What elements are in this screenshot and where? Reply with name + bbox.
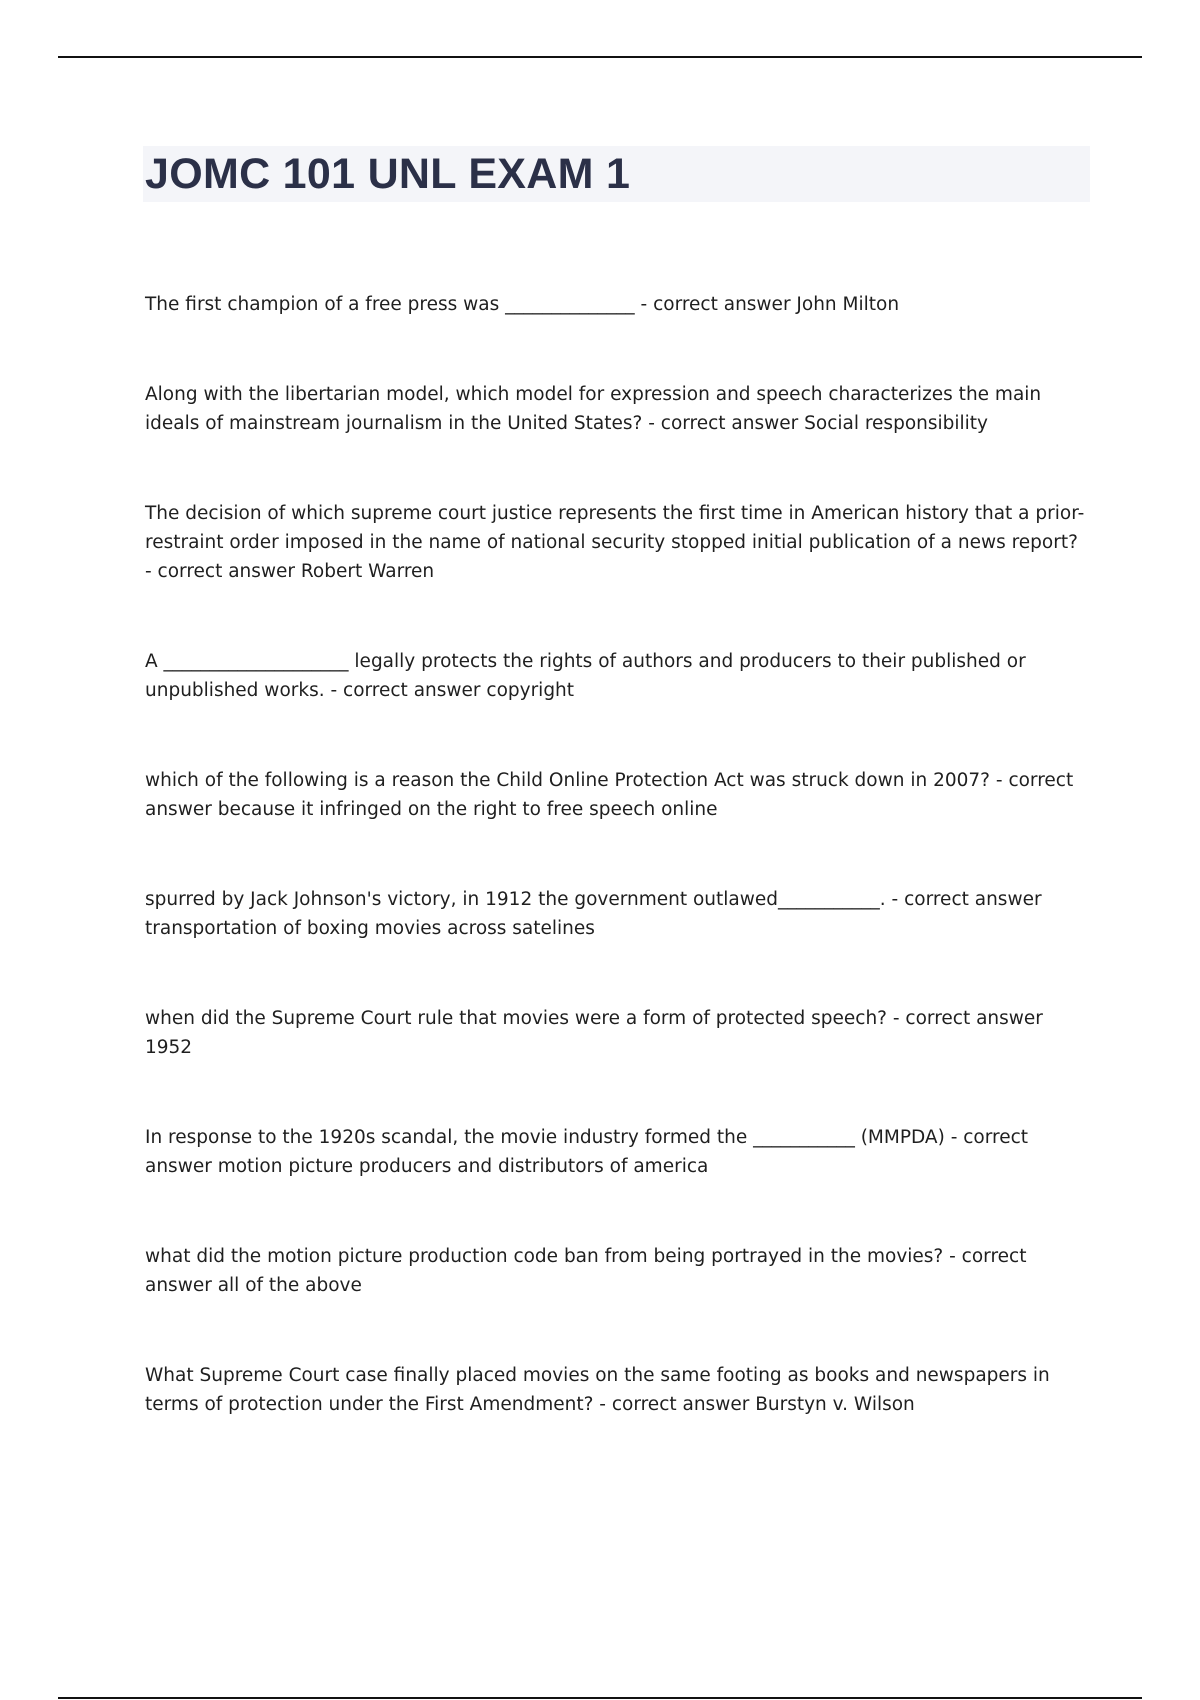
- page-top-rule: [58, 56, 1142, 58]
- qa-item-1: The first champion of a free press was ______________ - correct answer John Milton: [145, 294, 900, 315]
- qa-item-2: Along with the libertarian model, which model for expression and speech characterizes the main ideals of mainstream journalism in the United States? - correct answer Social responsibility: [145, 384, 1042, 434]
- page-title: JOMC 101 UNL EXAM 1: [145, 150, 631, 198]
- question-answer-list: [145, 290, 1090, 1419]
- qa-item-8: In response to the 1920s scandal, the movie industry formed the ___________ (MMPDA) - correct answer motion picture producers and distributors of america: [145, 1127, 1029, 1177]
- qa-item-9: what did the motion picture production code ban from being portrayed in the movies? - correct answer all of the above: [145, 1246, 1027, 1296]
- qa-item-4: A ____________________ legally protects the rights of authors and producers to their published or unpublished works. - correct answer copyright: [145, 651, 1026, 701]
- page-bottom-rule: [58, 1697, 1142, 1699]
- qa-item-5: which of the following is a reason the Child Online Protection Act was struck down in 2007? - correct answer because it infringed on the right to free speech online: [145, 770, 1074, 820]
- qa-item-6: spurred by Jack Johnson's victory, in 1912 the government outlawed___________. - correct answer transportation of boxing movies across satelines: [145, 889, 1042, 939]
- qa-item-7: when did the Supreme Court rule that movies were a form of protected speech? - correct answer 1952: [145, 1008, 1043, 1058]
- qa-item-3: The decision of which supreme court justice represents the first time in American history that a prior-restraint order imposed in the name of national security stopped initial publication of a news report? - correct answer Robert Warren: [145, 503, 1085, 582]
- qa-item-10: What Supreme Court case finally placed movies on the same footing as books and newspapers in terms of protection under the First Amendment? - correct answer Burstyn v. Wilson: [145, 1365, 1050, 1415]
